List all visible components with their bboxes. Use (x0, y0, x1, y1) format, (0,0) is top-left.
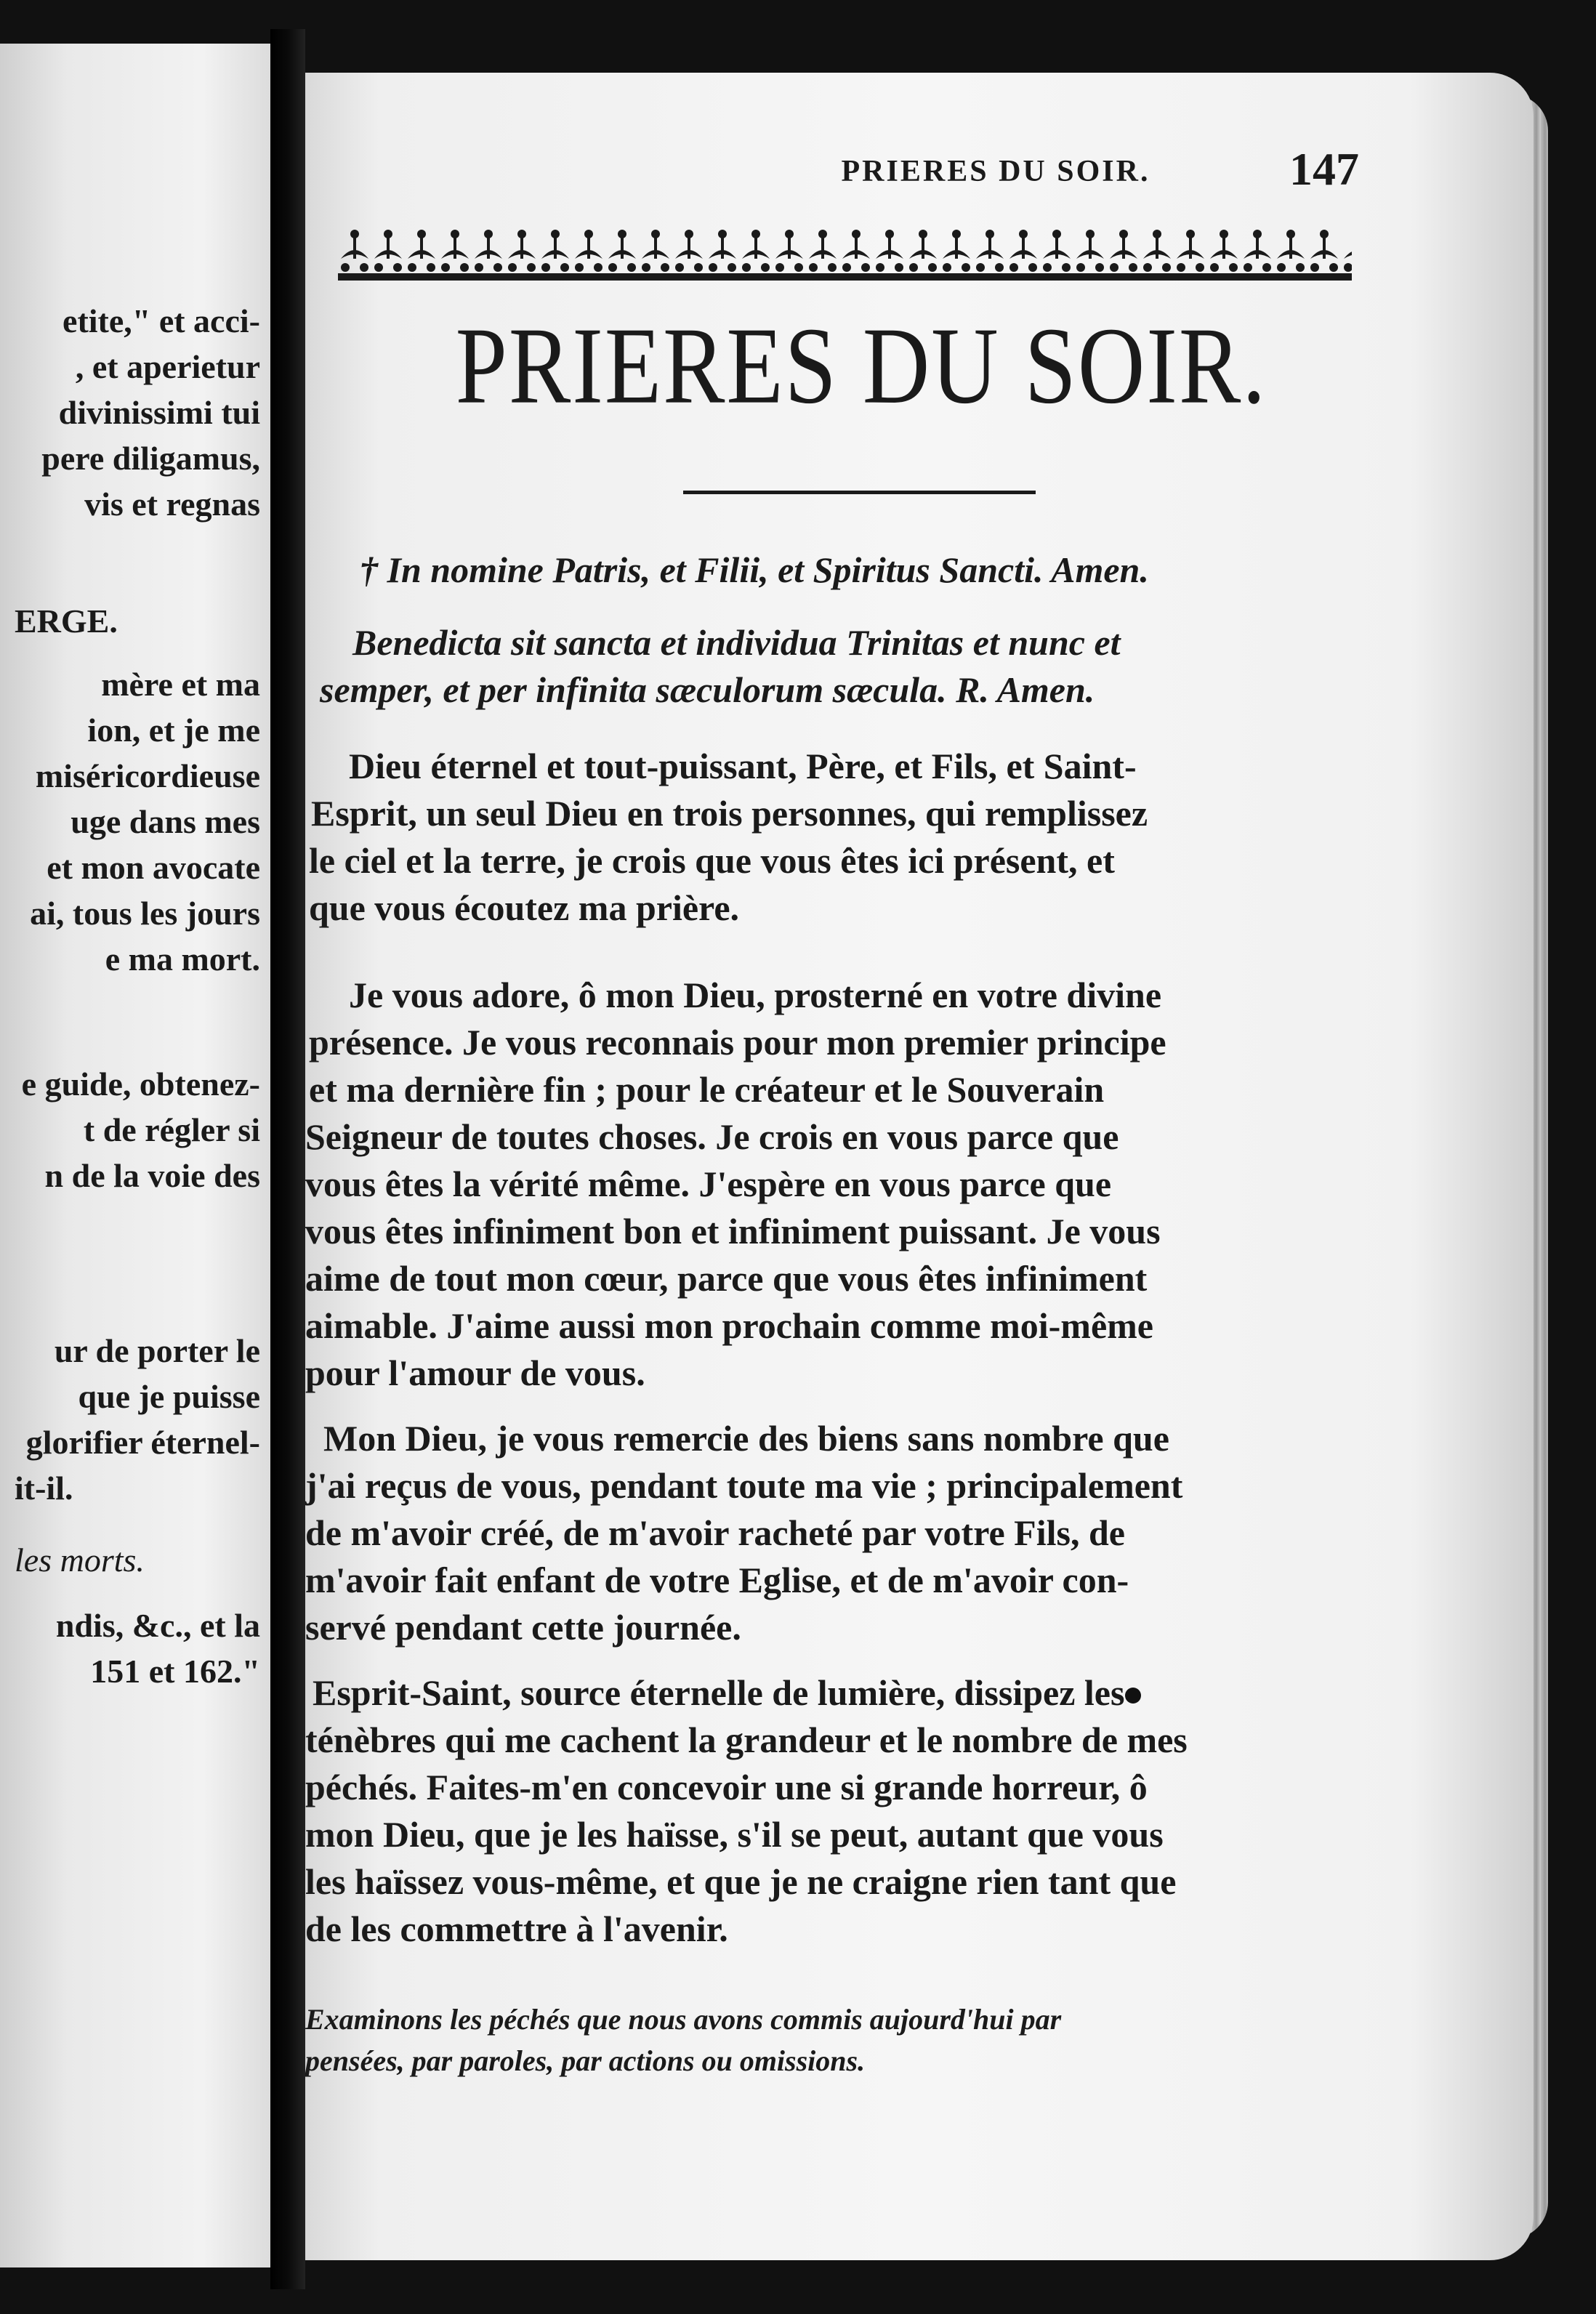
left-page-line: t de régler si (83, 1111, 260, 1148)
left-page-line: ndis, &c., et la (55, 1607, 260, 1644)
paragraph-line: péchés. Faites-m'en concevoir une si grande horreur, ô (305, 1767, 1148, 1807)
paragraph-line: m'avoir fait enfant de votre Eglise, et de m'avoir con- (305, 1560, 1129, 1600)
left-page-line: uge dans mes (70, 803, 260, 840)
paragraph-line: servé pendant cette journée. (305, 1607, 741, 1648)
left-page-line: it-il. (15, 1470, 73, 1507)
paragraph-line: Je vous adore, ô mon Dieu, prosterné en votre divine (349, 975, 1162, 1015)
paragraph-line: de les commettre à l'avenir. (305, 1908, 728, 1949)
rubric-line: pensées, par paroles, par actions ou omissions. (305, 2044, 866, 2077)
left-page-line: pere diligamus, (41, 440, 260, 477)
left-page-line: etite," et acci- (63, 302, 260, 339)
prayer-text (305, 73, 1533, 2260)
paragraph-line: de m'avoir créé, de m'avoir racheté par votre Fils, de (305, 1512, 1125, 1553)
left-page-line: ur de porter le (54, 1332, 260, 1369)
book-gutter (270, 29, 305, 2289)
left-page-line: e ma mort. (105, 940, 260, 977)
paragraph-line: présence. Je vous reconnais pour mon premier principe (309, 1022, 1166, 1063)
paragraph-line: mon Dieu, que je les haïsse, s'il se peut, autant que vous (305, 1814, 1164, 1855)
paragraph-line: aime de tout mon cœur, parce que vous êtes infiniment (305, 1258, 1148, 1299)
left-page-line: ion, et je me (87, 711, 260, 749)
paragraph-line: Esprit-Saint, source éternelle de lumière, dissipez les (313, 1672, 1125, 1713)
page-number: 147 (1289, 143, 1359, 195)
paragraph-line: et ma dernière fin ; pour le créateur et le Souverain (309, 1069, 1105, 1110)
page-title: PRIERES DU SOIR. (455, 305, 1267, 427)
left-page-line: ai, tous les jours (30, 895, 260, 932)
latin-prayer-line: semper, et per infinita sæculorum sæcula. R. Amen. (320, 669, 1095, 710)
left-page-line: e guide, obtenez- (21, 1065, 260, 1102)
paragraph-line: ténèbres qui me cachent la grandeur et le nombre de mes (305, 1720, 1188, 1760)
paragraph-line: Seigneur de toutes choses. Je crois en vous parce que (305, 1116, 1119, 1157)
left-page-line: miséricordieuse (35, 757, 260, 794)
latin-prayer-line: Benedicta sit sancta et individua Trinitas et nunc et (352, 622, 1121, 663)
left-page-heading: ERGE. (15, 602, 118, 640)
paragraph-line: le ciel et la terre, je crois que vous êtes ici présent, et (309, 840, 1115, 881)
ink-blot (1125, 1688, 1141, 1704)
left-page-line: les morts. (15, 1541, 145, 1579)
previous-page-fragment (0, 44, 270, 2267)
left-page-line: vis et regnas (84, 485, 260, 523)
paragraph-line: les haïssez vous-même, et que je ne craigne rien tant que (305, 1861, 1177, 1902)
left-page-line: que je puisse (78, 1378, 260, 1415)
left-page-line: 151 et 162." (90, 1653, 260, 1690)
paragraph-line: vous êtes infiniment bon et infiniment puissant. Je vous (305, 1211, 1161, 1251)
book-page (305, 73, 1533, 2260)
paragraph-line: Dieu éternel et tout-puissant, Père, et Fils, et Saint- (349, 746, 1137, 786)
rubric-line: Examinons les péchés que nous avons commis aujourd'hui par (305, 2003, 1062, 2036)
paragraph-line: j'ai reçus de vous, pendant toute ma vie ; principalement (305, 1465, 1183, 1506)
left-page-line: n de la voie des (44, 1157, 260, 1194)
left-page-line: divinissimi tui (58, 394, 260, 431)
paragraph-line: Mon Dieu, je vous remercie des biens sans nombre que (323, 1418, 1169, 1459)
left-page-line: , et aperietur (75, 348, 260, 385)
paragraph-line: aimable. J'aime aussi mon prochain comme moi-même (305, 1305, 1153, 1346)
left-page-line: mère et ma (101, 666, 260, 703)
paragraph-line: vous êtes la vérité même. J'espère en vous parce que (305, 1164, 1112, 1204)
paragraph-line: que vous écoutez ma prière. (309, 887, 740, 928)
paragraph-line: pour l'amour de vous. (305, 1352, 645, 1393)
running-head: PRIERES DU SOIR. (841, 155, 1150, 188)
left-page-line: glorifier éternel- (25, 1424, 260, 1461)
paragraph-line: Esprit, un seul Dieu en trois personnes, qui remplissez (311, 793, 1148, 834)
invocation: † In nomine Patris, et Filii, et Spiritus Sancti. Amen. (360, 549, 1149, 590)
left-page-line: et mon avocate (47, 849, 260, 886)
